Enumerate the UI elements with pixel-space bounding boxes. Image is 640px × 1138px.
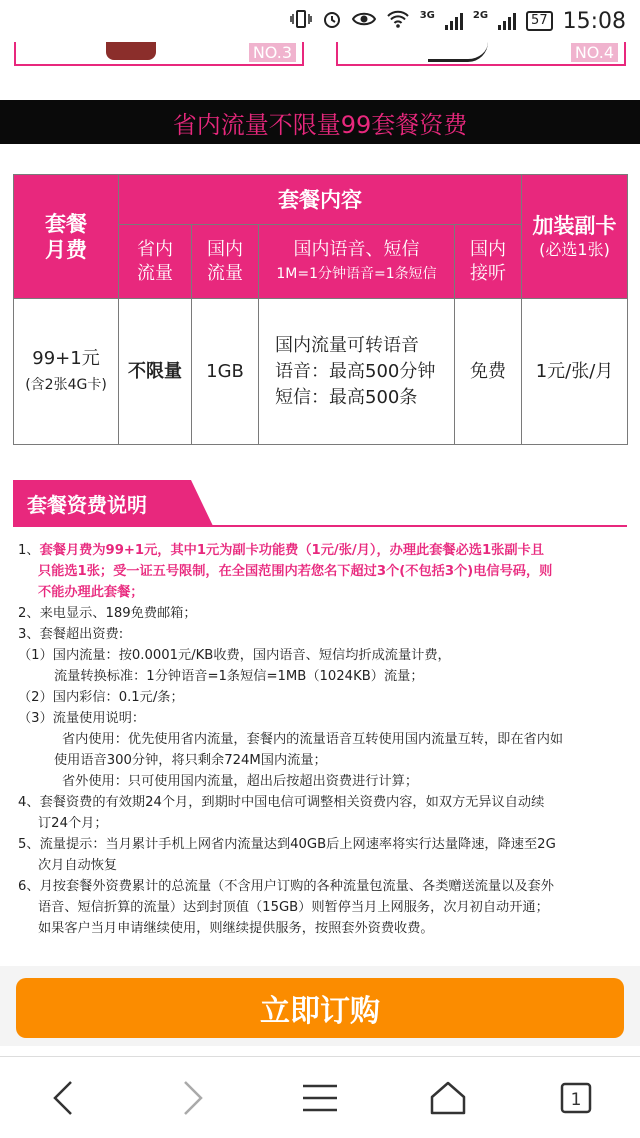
cell-addon-price: 1元/张/月 (522, 299, 628, 445)
chevron-right-icon (177, 1078, 207, 1118)
note-3-3: （3）流量使用说明： (18, 711, 146, 726)
plan-notes (18, 540, 620, 939)
vibrate-icon (290, 9, 312, 33)
forward-button[interactable] (162, 1068, 222, 1128)
note-1-cont: 只能选1张；受一证五号限制，在全国范围内若您名下超过3个(不包括3个)电信号码，则 (38, 564, 553, 579)
buy-now-button[interactable]: 立即订购 (16, 978, 624, 1038)
chevron-left-icon (49, 1078, 79, 1118)
menu-button[interactable] (290, 1068, 350, 1128)
header-incoming-calls: 国内 接听 (455, 225, 522, 299)
cell-monthly-fee: 99+1元 (含2张4G卡) (14, 299, 119, 445)
signal-icon (445, 12, 463, 30)
note-2: 2、来电显示、189免费邮箱； (18, 606, 197, 621)
note-3-3-b: 省外使用：只可使用国内流量，超出后按超出资费进行计算； (62, 774, 419, 789)
tabs-icon (560, 1082, 592, 1114)
header-monthly-fee: 套餐 月费 (14, 175, 119, 299)
product-image (428, 42, 488, 62)
clock: 15:08 (562, 8, 626, 34)
cell-province-data: 不限量 (119, 299, 192, 445)
note-3-3-a: 省内使用：优先使用省内流量，套餐内的流量语音互转使用国内流量互转，即在省内如 (62, 732, 564, 747)
note-1-cont: 不能办理此套餐； (38, 585, 144, 600)
alarm-icon (322, 9, 342, 33)
cell-domestic-data: 1GB (192, 299, 259, 445)
page-title: 省内流量不限量99套餐资费 (0, 100, 640, 144)
home-button[interactable] (418, 1068, 478, 1128)
browser-nav-bar (0, 1056, 640, 1138)
cell-incoming-calls: 免费 (455, 299, 522, 445)
note-3: 3、套餐超出资费: (18, 627, 124, 642)
product-cards (0, 42, 640, 72)
tabs-count: 1 (570, 1089, 582, 1110)
signal-icon (498, 12, 516, 30)
buy-bar (0, 966, 640, 1046)
note-3-1: （1）国内流量：按0.0001元/KB收费，国内语音、短信均折成流量计费， (18, 648, 451, 663)
note-5: 5、流量提示：当月累计手机上网省内流量达到40GB后上网速率将实行达量降速，降速至2G (18, 837, 556, 852)
note-3-1-cont: 流量转换标准：1分钟语音=1条短信=1MB（1024KB）流量； (54, 669, 424, 684)
header-plan-content: 套餐内容 (119, 175, 522, 225)
note-5-cont: 次月自动恢复 (38, 858, 118, 873)
card-number: NO.3 (249, 43, 296, 62)
header-province-data: 省内 流量 (119, 225, 192, 299)
header-domestic-data: 国内 流量 (192, 225, 259, 299)
note-4-cont: 订24个月； (38, 816, 108, 831)
section-title: 套餐资费说明 (27, 493, 147, 517)
back-button[interactable] (34, 1068, 94, 1128)
product-card-3[interactable] (14, 42, 304, 66)
header-voice-sms: 国内语音、短信 1M=1分钟语音=1条短信 (259, 225, 455, 299)
note-3-2: （2）国内彩信：0.1元/条； (18, 690, 184, 705)
header-addon-card: 加装副卡 (必选1张) (522, 175, 628, 299)
battery-indicator: 57 (526, 11, 553, 31)
cell-voice-sms: 国内流量可转语音 语音：最高500分钟 短信：最高500条 (259, 299, 455, 445)
section-divider (13, 525, 627, 527)
note-4: 4、套餐资费的有效期24个月，到期时中国电信可调整相关资费内容，如双方无异议自动续 (18, 795, 545, 810)
network-type-2: 2G (472, 9, 489, 21)
note-6-cont: 语音、短信折算的流量）达到封顶值（15GB）则暂停当月上网服务，次月初自动开通； (38, 900, 549, 915)
eye-icon (352, 10, 376, 32)
card-number: NO.4 (571, 43, 618, 62)
note-6-cont: 如果客户当月申请继续使用，则继续提供服务，按照套外资费收费。 (38, 921, 434, 936)
product-card-4[interactable] (336, 42, 626, 66)
wifi-icon (386, 9, 410, 33)
note-6: 6、月按套餐外资费累计的总流量（不含用户订购的各种流量包流量、各类赠送流量以及套外 (18, 879, 554, 894)
chair-image (106, 42, 156, 60)
tabs-button[interactable] (546, 1068, 606, 1128)
status-bar (0, 0, 640, 42)
plan-table (13, 174, 628, 445)
note-3-3-a-cont: 使用语音300分钟，将只剩余724M国内流量； (54, 753, 327, 768)
menu-icon (302, 1083, 338, 1113)
section-heading (13, 480, 213, 526)
home-icon (430, 1081, 466, 1115)
network-type-1: 3G (419, 9, 435, 21)
note-1: 1、套餐月费为99+1元，其中1元为副卡功能费（1元/张/月），办理此套餐必选1张副卡且 (18, 543, 544, 558)
